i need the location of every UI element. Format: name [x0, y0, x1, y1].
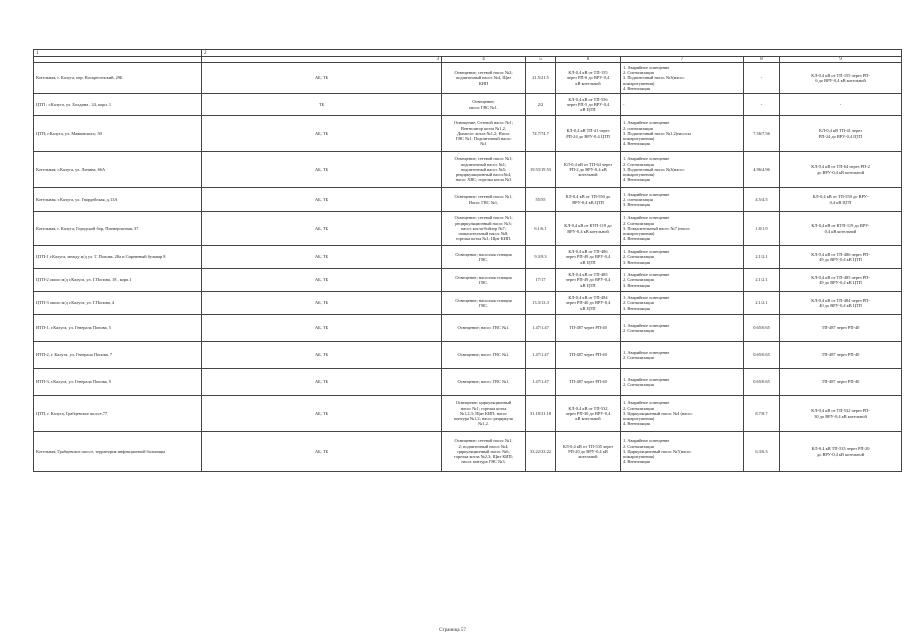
table-row: [34, 94, 902, 116]
row-equipment: Освещение; сетевой насос №1, Насос ГВС №1,: [442, 188, 526, 212]
row-equipment: Освещение; сетевой насос №2; подпиточный насос №4, Щит КИП: [442, 63, 526, 94]
row-backup-consumers: 1. Аварийное освещение 2. Сигнализация 3. Подпиточный насос №3(насос пожаротушения) 4. Вентиляция: [621, 63, 744, 94]
row-category: АБ, ТБ: [202, 152, 442, 188]
row-equipment: Освещение; насосная станция ГВС.: [442, 269, 526, 292]
column-number-4: 4: [442, 57, 526, 63]
row-supply-line: КЛ-0,4 кВ от ТП-535 через РП-20 до ВРУ-0,4 кВ котельной: [556, 432, 621, 472]
row-backup-consumers: 1. Аварийное освещение 2. Сигнализация 3. Вентиляция: [621, 292, 744, 315]
row-backup-consumers: 1. Аварийное освещение 2. Сигнализация 3. Повысительный насос №7 (насос пожаротушения) 4. Вентиляция: [621, 212, 744, 246]
row-backup-source: КЛ-0,4 кВ ТП-41 через РП-24 до ВРУ-0,4 ЦТП: [780, 116, 902, 152]
row-category: АБ, ТБ: [202, 116, 442, 152]
row-category: АБ, ТБ: [202, 269, 442, 292]
row-equipment: Освещение; циркуляционный насос №1; горелка котла №1,2,3; Щит КИП; насос контура №1,2; насос рециркуля №1,2.: [442, 396, 526, 432]
row-reserve-power: 4.96/4.96: [744, 152, 780, 188]
row-category: АБ, ТБ: [202, 292, 442, 315]
row-power: 19.53/19.53: [526, 152, 556, 188]
row-supply-line: КЛ-0,4 кВ ТП-41 через РП-24 до ВРУ-0,4 ЦТП: [556, 116, 621, 152]
row-equipment: Освещение; сетевой насос №1; подпиточный насос №1; подпиточный насос №5; рециркуляционный насос№4, насос ХВС; горелка котла №3: [442, 152, 526, 188]
row-backup-consumers: 1. Аварийное освещение 2. сигнализация 3. Подпиточный насос №1,2(насосы пожаротушения) 4. Вентиляция: [621, 116, 744, 152]
row-reserve-power: 2.1/2.1: [744, 292, 780, 315]
row-backup-consumers: 1. Аварийное освещение 2. Сигнализация 3. Подпиточный насос №3(насос пожаротушения) 4. Вентиляция: [621, 152, 744, 188]
row-backup-source: КЛ-0,4 кВ ТП-535 через РП-20 до ВРУ-0,4 кВ котельной: [780, 432, 902, 472]
table-row: [34, 315, 902, 342]
row-power: 1.47/1.47: [526, 369, 556, 396]
table-row: [34, 63, 902, 94]
row-power: 21.5/21.5: [526, 63, 556, 94]
row-power: 33.22/33.22: [526, 432, 556, 472]
row-equipment: Освещение; насос ГВС №1.: [442, 315, 526, 342]
row-category: АБ, ТБ: [202, 212, 442, 246]
row-supply-line: КЛ-0,4 кВ от ТП-550 до ВРУ-0,4 кВ ЦТП: [556, 188, 621, 212]
row-power: 31.18/31.18: [526, 396, 556, 432]
table-row: [34, 292, 902, 315]
row-backup-source: -: [780, 94, 902, 116]
row-equipment: Освещение; насос ГВС №1.: [442, 369, 526, 396]
page-number: Страница 57: [439, 628, 466, 633]
row-supply-line: ТП-487 через РП-40: [556, 315, 621, 342]
column-number-5: 5: [526, 57, 556, 63]
row-backup-source: КЛ-0,4 кВ от ТП-532 через РП- 30 до ВРУ-0,4 кВ котельной: [780, 396, 902, 432]
row-equipment: Освещение; Сетевой насос №1; Вентилятор котла №1,2, Дымосос котла №1,2; Насос ГВС №1, Подпиточный насос №1: [442, 116, 526, 152]
row-category: АБ, ТБ: [202, 63, 442, 94]
row-address: ЦТП, г. Калуга, Грабцевское шоссе,77: [34, 396, 202, 432]
row-category: АБ, ТБ: [202, 432, 442, 472]
row-power: 2/2: [526, 94, 556, 116]
header-number-2: 2: [202, 50, 902, 57]
column-number-6: 6: [556, 57, 621, 63]
row-address: ИТП-1, г.Калуга, ул. Генерала Попова, 5: [34, 315, 202, 342]
row-address: Котельная, Грабцевское шоссе, территория инфекционной больницы: [34, 432, 202, 472]
row-category: АБ, ТБ: [202, 188, 442, 212]
table-row: [34, 116, 902, 152]
row-backup-consumers: 1. Аварийное освещение 2. сигнализация 3. Вентиляция: [621, 188, 744, 212]
row-power: 9.3/9.3: [526, 246, 556, 269]
row-address: ИТП-2, г. Калуга, ул. Генерала Попова, 7: [34, 342, 202, 369]
row-reserve-power: 6.3/6.3: [744, 432, 780, 472]
row-backup-source: КЛ-0,4 кВ от ТП-155 через РП- 6 до ВРУ-0,4 кВ котельной: [780, 63, 902, 94]
row-address: ЦТП ; г.Калуга, ул. Болдина , 24, корп. 1: [34, 94, 202, 116]
row-reserve-power: 0.65/0.65: [744, 315, 780, 342]
table-row: [34, 396, 902, 432]
row-address: ИТП-3, г.Калуга, ул. Генерала Попова, 9: [34, 369, 202, 396]
row-backup-source: ТП-487 через РП-40: [780, 342, 902, 369]
row-reserve-power: -: [744, 63, 780, 94]
row-reserve-power: 2.1/2.1: [744, 246, 780, 269]
row-category: АБ, ТБ: [202, 246, 442, 269]
row-backup-source: КЛ-0,4 кВ от ТП-485 через РП- 49 до ВРУ-0,4 кВ ЦТП: [780, 269, 902, 292]
row-backup-consumers: 1. Аварийное освещение 2. Сигнализация: [621, 369, 744, 396]
row-backup-source: КЛ-0,4 кВ от ТП-64 через РП-2 до ВРУ-0,4 кВ котельной: [780, 152, 902, 188]
electric-supply-table: [33, 49, 902, 472]
row-supply-line: КЛ-0,4 кВ от ТП-486 через РП-49 до ВРУ-0,4 кВ ЦТП: [556, 246, 621, 269]
row-reserve-power: 0.65/0.65: [744, 342, 780, 369]
row-supply-line: КЛ-0,4 кВ от ТП-556 через РП-5 до ВРУ-0,4 кВ ЦТП: [556, 94, 621, 116]
row-equipment: Освещение; насосная станция ГВС.: [442, 292, 526, 315]
table-row: [34, 342, 902, 369]
row-backup-consumers: 1. Аварийное освещение 2. Сигнализация: [621, 342, 744, 369]
header-number-row: [34, 50, 902, 57]
row-supply-line: КЛ-0,4 кВ от ТП-485 через РП-49 до ВРУ-0,4 кВ ЦТП: [556, 269, 621, 292]
column-number-9: 9: [780, 57, 902, 63]
row-reserve-power: 2.1/2.1: [744, 269, 780, 292]
row-equipment: Освещение; сетевой насос №1; рециркуляционный насос №3; насос котла-бойлер №7; повысительный насос №8; горелка котла №1; Щит КИП.: [442, 212, 526, 246]
header-number-1: 1: [34, 50, 202, 57]
row-category: АБ, ТБ: [202, 369, 442, 396]
row-backup-consumers: 1. Аварийное освещение 2. Сигнализация 3. Циркуляционный насос №7(насос пожаротушения) 4. Вентиляция: [621, 432, 744, 472]
row-category: АБ, ТБ: [202, 315, 442, 342]
row-power: 74.7/74.7: [526, 116, 556, 152]
row-equipment: Освещение; насосная станция ГВС.: [442, 246, 526, 269]
row-backup-source: КЛ-0,4 кВ от ТП-484 через РП- 40 до ВРУ-0,4 кВ ЦТП: [780, 292, 902, 315]
row-backup-consumers: -: [621, 94, 744, 116]
table-row: [34, 212, 902, 246]
row-category: АБ, ТБ: [202, 396, 442, 432]
row-reserve-power: 8.7/8.7: [744, 396, 780, 432]
row-address: ЦТП-3 около м/д г.Калуга, ул. Г.Попова, 4: [34, 292, 202, 315]
table-row: [34, 432, 902, 472]
row-address: Котельная; г.Калуга, ул. Ленина, 66А: [34, 152, 202, 188]
row-reserve-power: 1.8/1.9: [744, 212, 780, 246]
row-category: АБ, ТБ: [202, 342, 442, 369]
row-address: Котельная; г.Калуга, ул. Гвардейская, д.13А: [34, 188, 202, 212]
table-row: [34, 369, 902, 396]
row-backup-source: КЛ-0,4 кВ от ТП-486 через РП- 49 до ВРУ-0,4 кВ ЦТП: [780, 246, 902, 269]
row-backup-consumers: 1. Аварийное освещение 2. Сигнализация: [621, 315, 744, 342]
row-power: 1.47/1.47: [526, 315, 556, 342]
row-address: ЦТП-2 около м/д г.Калуга, ул. Г.Попова, 18 , корп.1: [34, 269, 202, 292]
table-row: [34, 269, 902, 292]
row-reserve-power: 4.5/4.5: [744, 188, 780, 212]
column-number-8: 8: [744, 57, 780, 63]
row-backup-consumers: 1. Аварийное освещение 2. Сигнализация 3. Циркуляционный насос №4 (насос пожаротушения) 4. Вентиляция: [621, 396, 744, 432]
row-address: Котельная, г. Калуга, пер. Воскресенский, 29Б: [34, 63, 202, 94]
table-row: [34, 152, 902, 188]
row-address: Котельная, г. Калуга, Городской бор, Пионерсконая, 37: [34, 212, 202, 246]
row-power: 55/55: [526, 188, 556, 212]
row-power: 6.1/6.1: [526, 212, 556, 246]
row-backup-source: КЛ-0,4 кВ от КТП-119 до ВРУ- 0,4 кВ котельной: [780, 212, 902, 246]
row-supply-line: КЛ-0,4 кВ от ТП-532 через РП-30 до ВРУ-0,4 кВ котельной: [556, 396, 621, 432]
row-reserve-power: -: [744, 94, 780, 116]
column-number-3: 3: [202, 57, 442, 63]
row-supply-line: ТП-487 через РП-40: [556, 369, 621, 396]
row-supply-line: КЛ-0,4 кВ от ТП-64 через РП-2 до ВРУ-0,4 кВ котельной: [556, 152, 621, 188]
row-backup-consumers: 1. Аварийное освещение 2. Сигнализация 3. Вентиляция: [621, 246, 744, 269]
row-category: ТБ: [202, 94, 442, 116]
row-equipment: Освещение; сетевой насос №1, 2; подпиточный насос №4; циркуляционный насос №6; горелка котла №2,3; Щит КИП; насос контура ГВС №3.: [442, 432, 526, 472]
row-backup-source: ТП-487 через РП-40: [780, 369, 902, 396]
row-backup-source: ТП-487 через РП-40: [780, 315, 902, 342]
row-supply-line: КЛ-0,4 кВ от КТП-119 до ВРУ-0,4 кВ котельной: [556, 212, 621, 246]
row-power: 17/17: [526, 269, 556, 292]
row-backup-consumers: 1. Аварийное освещение 2. Сигнализация 3. Вентиляция: [621, 269, 744, 292]
table-row: [34, 246, 902, 269]
row-power: 13.3/13.3: [526, 292, 556, 315]
row-backup-source: КЛ-0,4 кВ от ТП-550 до ВРУ- 0,4 кВ ЦТП: [780, 188, 902, 212]
row-address: ЦТП-1 г.Калуга, между м/д ул. Г. Попова, 28а и Сиреневый бульвар 8: [34, 246, 202, 269]
column-number-7: 7: [621, 57, 744, 63]
row-power: 1.47/1.47: [526, 342, 556, 369]
row-equipment: Освещение; насос ГВС №1.: [442, 342, 526, 369]
row-address: ЦТП; г.Калуга, ул. Маяковского, 50: [34, 116, 202, 152]
row-reserve-power: 7.56/7.56: [744, 116, 780, 152]
table-row: [34, 188, 902, 212]
row-supply-line: КЛ-0,4 кВ от ТП-484 через РП-40 до ВРУ-0,4 кВ ЦТП: [556, 292, 621, 315]
row-supply-line: ТП-487 через РП-40: [556, 342, 621, 369]
row-supply-line: КЛ-0,4 кВ от ТП-155 через РП-6 до ВРУ-0,4 кВ котельной: [556, 63, 621, 94]
row-equipment: Освещение; насос ГВС №1.: [442, 94, 526, 116]
row-reserve-power: 0.65/0.65: [744, 369, 780, 396]
